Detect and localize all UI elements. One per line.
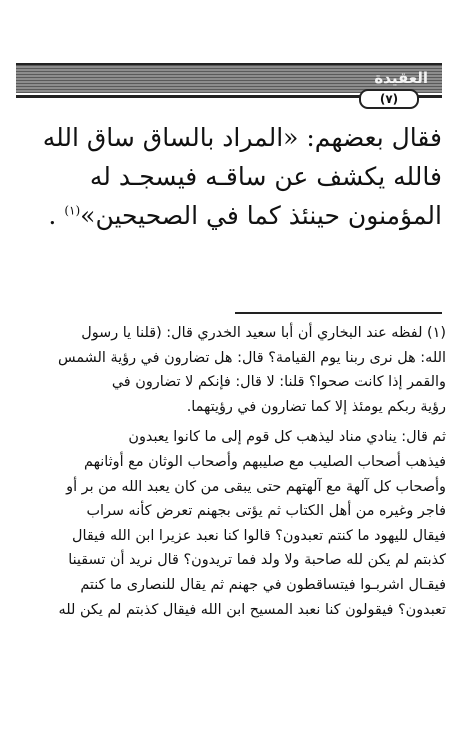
main-paragraph <box>26 118 442 235</box>
footnote-line: فاجر وغيره من أهل الكتاب ثم يؤتى بجهنم تعرض كأنه سراب <box>86 503 446 520</box>
footnote-line: فيقـال اشربـوا فيتساقطون في جهنم ثم يقال للنصارى ما كنتم <box>80 576 446 593</box>
footnote-line: تعبدون؟ فيقولون كنا نعبد المسيح ابن الله فيقال كذبتم لم يكن لله <box>58 601 446 618</box>
main-line-3-end: . <box>48 201 57 230</box>
footnote-line: والقمر إذا كانت صحوا؟ قلنا: لا قال: فإنكم لا تضارون في <box>111 374 446 391</box>
main-line-3 <box>26 196 442 235</box>
footnote-line: كذبتم لم يكن لله صاحبة ولا ولد فما تريدون؟ قال نريد أن تسقينا <box>68 552 446 569</box>
header-title: العقيدة <box>374 69 428 87</box>
page-number-badge: (٧) <box>359 89 419 109</box>
footnote-line: الله: هل نرى ربنا يوم القيامة؟ قال: هل تضارون في رؤية الشمس <box>58 349 446 366</box>
footnote-line: رؤية ربكم يومئذ إلا كما تضارون في رؤيتهما. <box>186 398 446 415</box>
footnote-reference[interactable]: (١) <box>64 203 81 218</box>
main-line-1: فقال بعضهم: «المراد بالساق ساق الله <box>42 123 442 152</box>
main-line-2: فالله يكشف عن ساقـه فيسجـد له <box>89 162 442 191</box>
main-line-3-text: المؤمنون حينئذ كما في الصحيحين» <box>80 201 442 230</box>
footnote-line: وأصحاب كل آلهة مع آلهتهم حتى يبقى من كان يعبد الله من بر أو <box>66 478 446 495</box>
footnote-line: فيقال لليهود ما كنتم تعبدون؟ قالوا كنا نعبد عزيرا ابن الله فيقال <box>72 527 446 544</box>
footnote-line: (١) لفظه عند البخاري أن أبا سعيد الخدري قال: (قلنا يا رسول <box>81 325 446 341</box>
footnote-separator <box>235 312 442 314</box>
footnote-line: فيذهب أصحاب الصليب مع صليبهم وأصحاب الوثان مع أوثانهم <box>84 453 446 470</box>
footnote-line: ثم قال: ينادي مناد ليذهب كل قوم إلى ما كانوا يعبدون <box>128 429 446 446</box>
footnote-block <box>16 321 446 622</box>
